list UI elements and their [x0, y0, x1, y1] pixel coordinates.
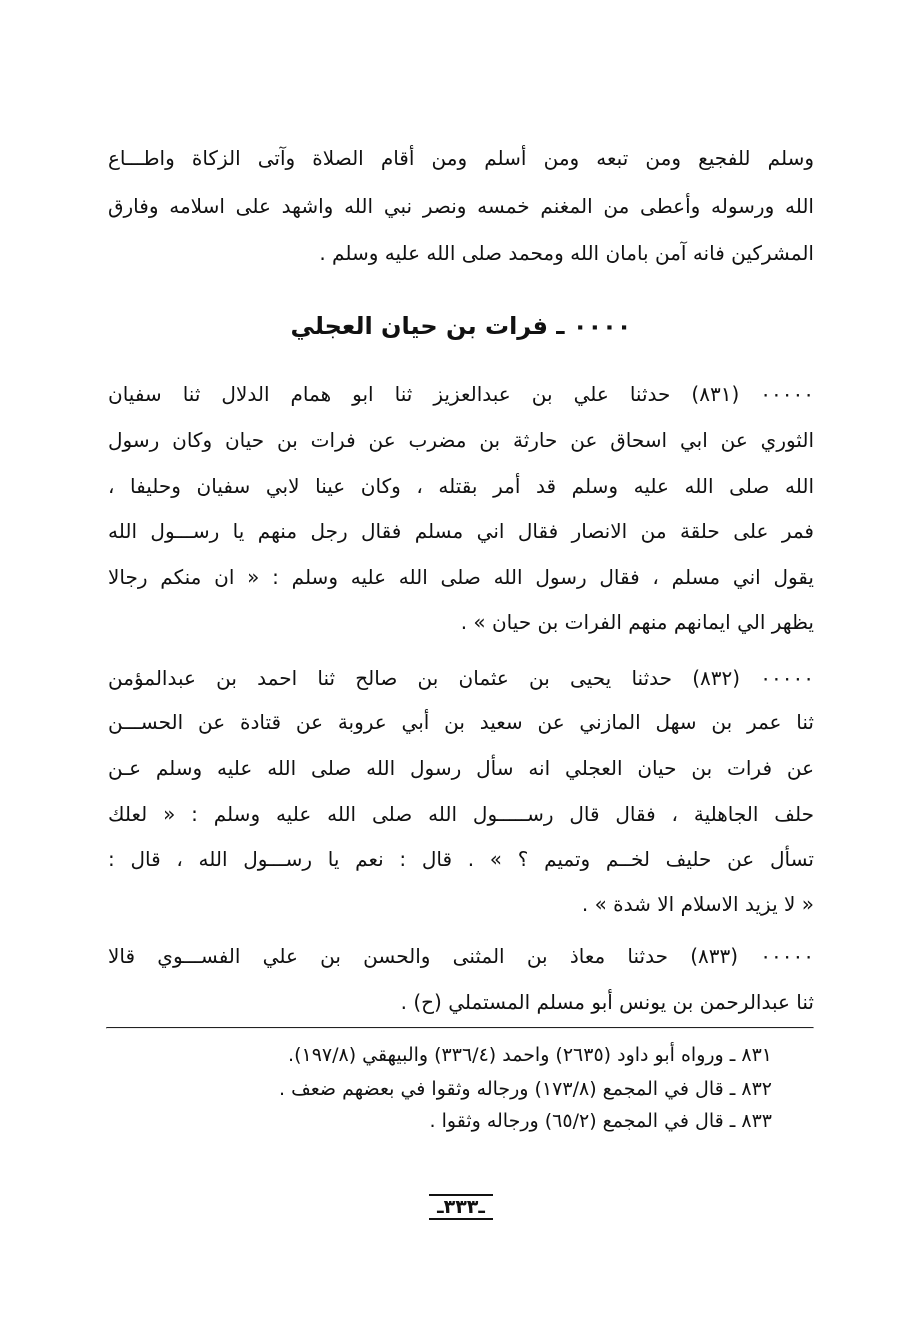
p2-line-1: ٠٠٠٠٠ (٨٣٢) حدثنا يحيى بن عثمان بن صالح ثنا احمد بن عبدالمؤمن — [108, 666, 814, 690]
p1-line-1: ٠٠٠٠٠ (٨٣١) حدثنا علي بن عبدالعزيز ثنا ابو همام الدلال ثنا سفيان — [108, 382, 814, 406]
section-heading: ٠٠٠٠ ـ فرات بن حيان العجلي — [290, 312, 632, 340]
intro-line-2: الله ورسوله وأعطى من المغنم خمسه ونصر نبي الله واشهد على اسلامه وفارق — [108, 194, 814, 218]
p2-line-5: تسأل عن حليف لخــم وتميم ؟ » . قال : نعم يا رســـول الله ، قال : — [108, 847, 814, 871]
p1-line-5: يقول اني مسلم ، فقال رسول الله صلى الله عليه وسلم : « ان منكم رجالا — [108, 565, 814, 589]
p2-line-4: حلف الجاهلية ، فقال قال رســـــول الله صلى الله عليه وسلم : « لعلك — [108, 802, 814, 826]
p2-line-6: « لا يزيد الاسلام الا شدة » . — [581, 892, 814, 916]
footnote-831: ٨٣١ ـ ورواه أبو داود (٢٦٣٥) واحمد (٣٣٦/٤) والبيهقي (١٩٧/٨). — [288, 1044, 772, 1066]
p3-line-1: ٠٠٠٠٠ (٨٣٣) حدثنا معاذ بن المثنى والحسن بن علي الفســـوي قالا — [108, 944, 814, 968]
intro-line-1: وسلم للفجيع ومن تبعه ومن أسلم ومن أقام الصلاة وآتى الزكاة واطـــاع — [108, 146, 814, 170]
p1-line-4: فمر على حلقة من الانصار فقال اني مسلم فقال رجل منهم يا رســـول الله — [108, 519, 814, 543]
intro-line-3: المشركين فانه آمن بامان الله ومحمد صلى الله عليه وسلم . — [319, 241, 814, 265]
p1-line-3: الله صلى الله عليه وسلم قد أمر بقتله ، وكان عينا لابي سفيان وحليفا ، — [108, 474, 814, 498]
page-number-wrap — [0, 1192, 922, 1222]
p1-line-2: الثوري عن ابي اسحاق عن حارثة بن مضرب عن فرات بن حيان وكان رسول — [108, 428, 814, 452]
footnote-832: ٨٣٢ ـ قال في المجمع (١٧٣/٨) ورجاله وثقوا في بعضهم ضعف . — [279, 1078, 772, 1100]
footnote-separator — [106, 1027, 814, 1029]
p2-line-3: عن فرات بن حيان العجلي انه سأل رسول الله صلى الله عليه وسلم عـن — [108, 756, 814, 780]
footnote-833: ٨٣٣ ـ قال في المجمع (٦٥/٢) ورجاله وثقوا . — [429, 1110, 772, 1132]
p3-line-2: ثنا عبدالرحمن بن يونس أبو مسلم المستملي (ح) . — [400, 990, 814, 1014]
page-number: ـ٣٣٣ـ — [429, 1194, 493, 1220]
p2-line-2: ثنا عمر بن سهل المازني عن سعيد بن أبي عروبة عن قتادة عن الحســـن — [108, 710, 814, 734]
p1-line-6: يظهر الي ايمانهم منهم الفرات بن حيان » . — [460, 610, 814, 634]
